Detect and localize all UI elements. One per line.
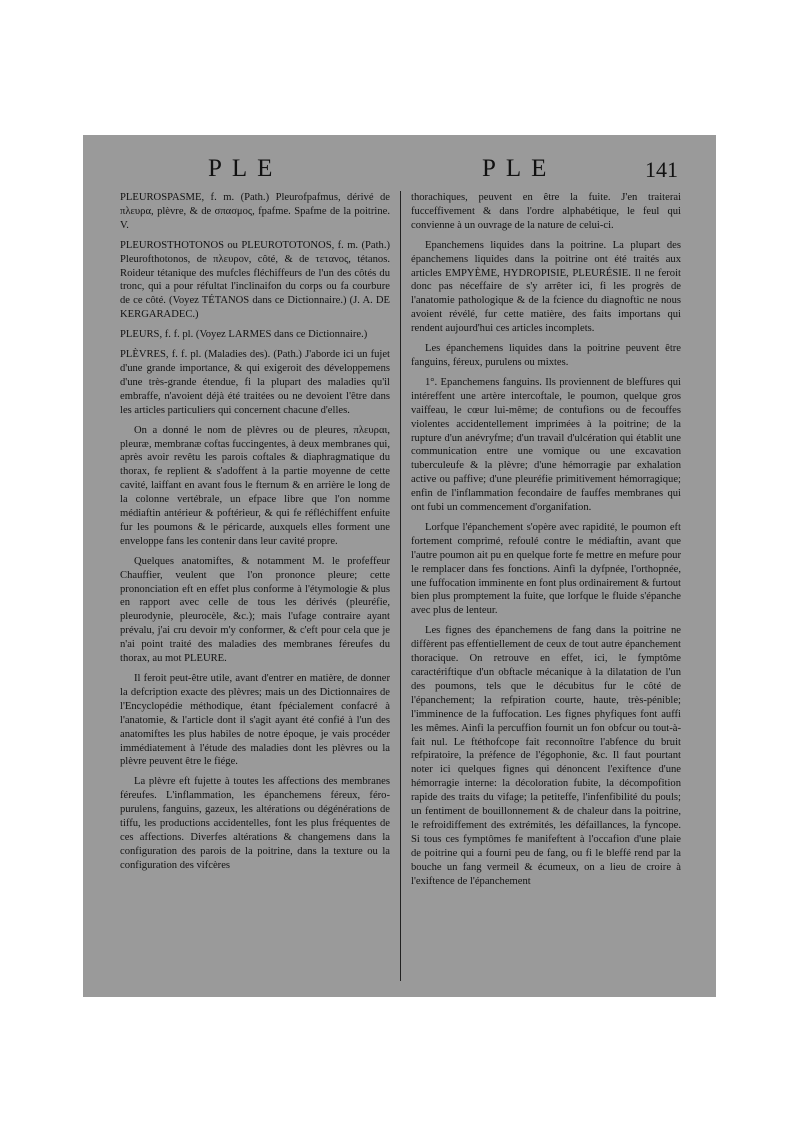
left-column xyxy=(120,191,390,879)
header-right-word: PLE xyxy=(482,155,557,182)
dictionary-entry: PLEURS, f. f. pl. (Voyez LARMES dans ce Dictionnaire.) xyxy=(120,329,368,341)
column-divider xyxy=(400,191,401,981)
paragraph: Quelques anatomiftes, & notamment M. le profeffeur Chauffier, veulent que l'on prononce pleure; cette prononciation eft en effet plus conforme à l'étymologie & plus en rapport avec celle de tous les dérivés (pleuréfie, pleurodynie, pleurocèle, &c.); mais l'ufage contraire ayant prévalu, j'ai cru devoir m'y conformer, & c'eft pour cela que je n'ai point traité des maladies des membranes féreufes du thorax, au mot PLEURE. xyxy=(120,555,390,665)
dictionary-entry: PLEUROSPASME, f. m. (Path.) Pleurofpafmus, dérivé de πλευρα, plèvre, & de σπασμος, fpafme. Spafme de la poitrine. V. xyxy=(120,192,390,231)
paragraph: Lorfque l'épanchement s'opère avec rapidité, le poumon eft fortement comprimé, refoulé contre le médiaftin, avant que l'autre poumon ait pu en quelque forte fe mettre en mefure pour le remplacer dans fes fonctions. Ainfi la dyfpnée, l'orthopnée, une fuffocation imminente en font plus ordinairement & furtout bien plus promptement la fuite, que lorfque le fluide s'épanche avec plus de lenteur. xyxy=(411,521,681,617)
right-column xyxy=(411,191,681,895)
paragraph: Les épanchemens liquides dans la poitrine peuvent être fanguins, féreux, purulens ou mixtes. xyxy=(411,343,681,368)
page-number: 141 xyxy=(645,157,678,182)
scanned-page-background xyxy=(83,135,716,997)
paragraph: La plèvre eft fujette à toutes les affections des membranes féreufes. L'inflammation, les épanchemens féreux, féro-purulens, fanguins, gazeux, les altérations ou dégénérations de tiffu, les productions accidentelles, font les plus fréquentes de ces affections. Diverfes altérations & changemens dans la configuration des parois de la poitrine, dans la texture ou la configuration des vifcères xyxy=(120,776,390,871)
running-header xyxy=(118,155,684,189)
paragraph: Les fignes des épanchemens de fang dans la poitrine ne diffèrent pas effentiellement de ceux de tout autre épanchement thoracique. On retrouve en effet, ici, le fymptôme caractériftique d'un obftacle mécanique à la dilatation de l'un des poumons, tels que le décubitus fur le côté de l'épanchement; la refpiration courte, haute, très-pénible; l'imminence de la fuffocation. Les fignes phyfiques font auffi les mêmes. Ainfi la percuffion fournit un fon obfcur ou tout-à-fait nul. Le ftéthofcope fait reconnoître l'abfence du bruit refpiratoire, la préfence de l'égophonie, &c. Il faut pourtant noter ici quelques fignes qui dénoncent l'exiftence d'une hémorragie interne: la décoloration fubite, la décompofition rapide des traits du vifage; la petiteffe, l'infenfibilité du pouls; un fentiment de bouillonnement & de chaleur dans la poitrine, le refroidiffement des extrémités, les défaillances, la fyncope. Si tous ces fymptômes fe manifeftent à l'occafion d'une plaie de poitrine qui a fourni peu de fang, ou fi le bleffé rend par la bouche un fang vermeil & écumeux, on a lieu de croire à l'exiftence de l'épanchement xyxy=(411,625,681,887)
paragraph: Epanchemens liquides dans la poitrine. La plupart des épanchemens liquides dans la poitrine ont été traités aux articles EMPYÈME, HYDROPISIE, PLEURÉSIE. Il ne feroit donc pas néceffaire de s'y arrêter ici, fi les progrès de l'anatomie pathologique & de la fcience du diagnoftic ne nous avoient révélé, fur cette matière, des faits importans qui rendent aujourd'hui ces articles incomplets. xyxy=(411,239,681,335)
dictionary-entry: PLEUROSTHOTONOS ou PLEUROTOTONOS, f. m. (Path.) Pleurofthotonos, de πλευρον, côté, & de τετανος, tétanos. Roideur tétanique des mufcles fléchiffeurs de l'un des côtés du tronc, qui a pour réfultat l'inclinaifon du corps ou fa courbure de ce côté. (Voyez TÉTANOS dans ce Dictionnaire.) (J. A. DE KERGARADEC.) xyxy=(120,239,390,321)
paragraph: 1°. Epanchemens fanguins. Ils proviennent de bleffures qui intéreffent une artère intercoftale, le poumon, quelque gros vaiffeau, le cœur lui-même; de contufions ou de fecouffes violentes accidentellement imprimées à la poitrine; de la rupture d'un anévryfme; d'un travail d'ulcération qui établit une communication entre une vomique ou une excavation tuberculeufe & la plèvre; d'une hémorragie par exhalation active ou paffive; d'une pleuréfie primitivement hémorragique; enfin de l'inflammation fecondaire de fauffes membranes qui ont fubi un commencement d'organifation. xyxy=(411,376,681,514)
dictionary-entry: PLÈVRES, f. f. pl. (Maladies des). (Path.) J'aborde ici un fujet d'une grande importance, & qui exigeroit des développemens d'une très-grande étendue, fi la plupart des maladies qu'il embraffe, n'avoient déjà été traitées ou ne devoient l'être dans les articles particuliers qui concernent chacune d'elles. xyxy=(120,349,390,416)
paragraph: Il feroit peut-être utile, avant d'entrer en matière, de donner la defcription exacte des plèvres; mais un des Dictionnaires de l'Encyclopédie méthodique, étant fpécialement confacré à l'anatomie, & l'article dont il s'agit ayant été confié à l'un des anatomiftes les plus habiles de notre époque, je vais procéder immédiatement à l'étude des maladies dont les plèvres ou la plèvre peuvent être le fiége. xyxy=(120,673,390,768)
header-left-word: PLE xyxy=(208,155,283,182)
book-page xyxy=(118,155,684,985)
paragraph: On a donné le nom de plèvres ou de pleures, πλευραι, pleuræ, membranæ coftas fuccingentes, à deux membranes qui, après avoir revêtu les parois coftales & diaphragmatique du thorax, fe replient & s'adoffent à la partie moyenne de cette cavité, laiffant en avant fous le fternum & en arrière le long de la colonne vertébrale, un efpace libre que l'on nomme médiaftin antérieur & poftérieur, & qui fe réfléchiffent enfuite fur les poumons & le péricarde, auxquels elles forment une enveloppe fans les contenir dans leur cavité propre. xyxy=(120,424,390,547)
paragraph-continued: thorachiques, peuvent en être la fuite. J'en traiterai fucceffivement & dans l'ordre alphabétique, le feul qui convienne à un ouvrage de la nature de celui-ci. xyxy=(411,192,681,231)
